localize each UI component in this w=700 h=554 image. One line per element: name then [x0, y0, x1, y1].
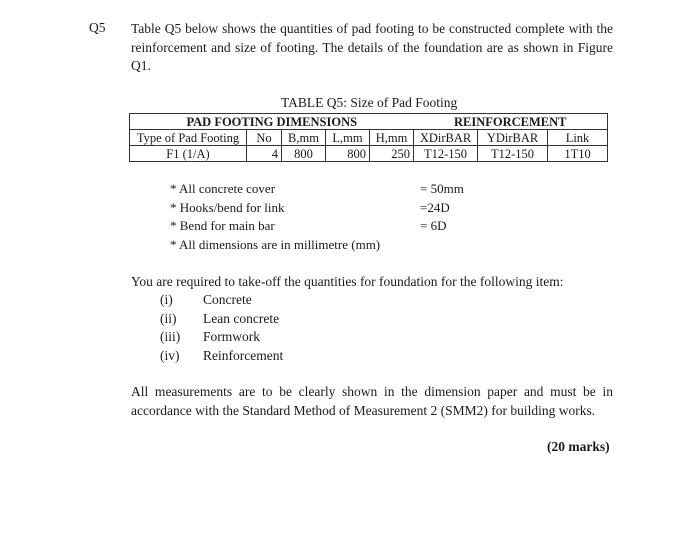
- item-label: Reinforcement: [203, 347, 284, 363]
- item-label: Concrete: [203, 292, 252, 307]
- question-intro: Table Q5 below shows the quantities of pad footing to be constructed complete with the reinforcement and size of footing. The details of the foundation are as shown in Figure Q1.: [131, 21, 613, 73]
- question-number: Q5: [89, 20, 106, 35]
- cell-h: 250: [370, 146, 414, 162]
- cell-no: 4: [247, 146, 282, 162]
- note-label: * Bend for main bar: [170, 218, 275, 233]
- note-item: [170, 180, 490, 199]
- cell-l: 800: [326, 146, 370, 162]
- table-title: TABLE Q5: Size of Pad Footing: [281, 95, 458, 110]
- item-list: [160, 291, 360, 365]
- col-header-l: L,mm: [326, 130, 370, 146]
- col-header-b: B,mm: [282, 130, 326, 146]
- col-header-type: Type of Pad Footing: [130, 130, 247, 146]
- notes-list: [170, 180, 490, 254]
- item-numeral: (iii): [160, 329, 181, 344]
- item-label: Formwork: [203, 329, 260, 344]
- table-row: [130, 146, 608, 162]
- list-item: [160, 347, 360, 366]
- item-numeral: (iv): [160, 347, 180, 363]
- cell-link: 1T10: [548, 146, 608, 162]
- note-item: [170, 236, 490, 255]
- col-header-xdirbar: XDirBAR: [414, 130, 478, 146]
- note-label: * All dimensions are in millimetre (mm): [170, 236, 381, 252]
- col-header-no: No: [247, 130, 282, 146]
- note-label: * All concrete cover: [170, 181, 276, 196]
- item-numeral: (i): [160, 292, 173, 307]
- cell-xdirbar: T12-150: [414, 146, 478, 162]
- note-label: * Hooks/bend for link: [170, 199, 285, 215]
- note-value: = 50mm: [420, 181, 464, 196]
- col-header-ydirbar: YDirBAR: [478, 130, 548, 146]
- list-item: [160, 310, 360, 329]
- pad-footing-table: [129, 113, 608, 162]
- note-value: =24D: [420, 199, 450, 215]
- requirement-text: You are required to take-off the quantities for foundation for the following item:: [131, 274, 564, 289]
- table-column-header-row: [130, 130, 608, 146]
- table-group-header-row: [130, 114, 608, 130]
- note-item: [170, 199, 490, 218]
- item-numeral: (ii): [160, 310, 177, 326]
- cell-type: F1 (1/A): [130, 146, 247, 162]
- cell-b: 800: [282, 146, 326, 162]
- item-label: Lean concrete: [203, 310, 280, 326]
- col-header-h: H,mm: [370, 130, 414, 146]
- note-value: = 6D: [420, 218, 447, 233]
- dimensions-group-header: PAD FOOTING DIMENSIONS: [130, 114, 414, 130]
- col-header-link: Link: [548, 130, 608, 146]
- cell-ydirbar: T12-150: [478, 146, 548, 162]
- list-item: [160, 291, 360, 310]
- note-item: [170, 217, 490, 236]
- reinforcement-group-header: REINFORCEMENT: [414, 114, 608, 130]
- measurement-note: All measurements are to be clearly shown in the dimension paper and must be in accordance with the Standard Method of Measurement 2 (SMM2) for building works.: [131, 384, 613, 418]
- marks-label: (20 marks): [547, 439, 610, 454]
- list-item: [160, 328, 360, 347]
